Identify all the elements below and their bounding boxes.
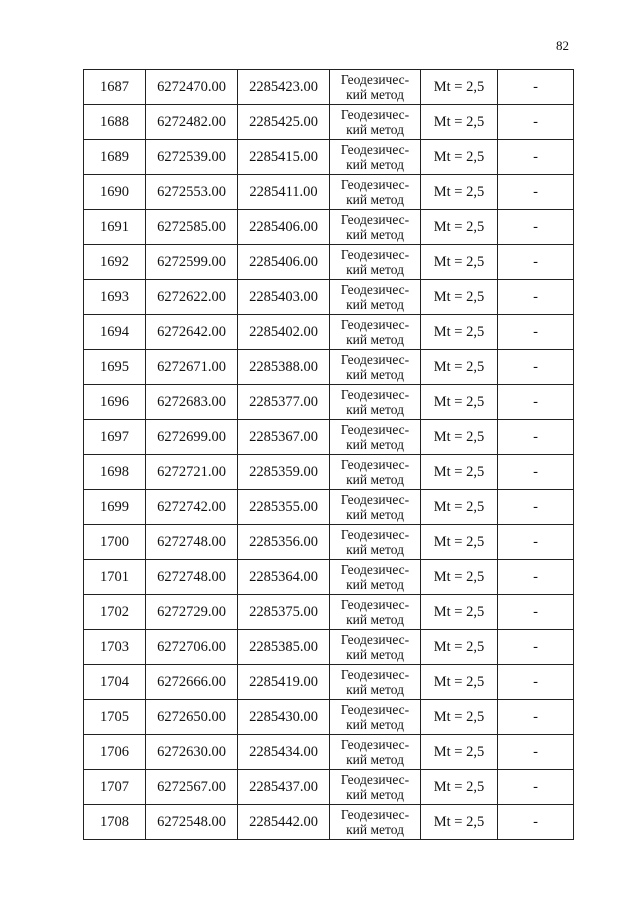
accuracy-cell: Mt = 2,5 xyxy=(421,560,498,595)
accuracy-cell: Mt = 2,5 xyxy=(421,595,498,630)
note-cell: - xyxy=(498,210,574,245)
y-coordinate-cell: 2285375.00 xyxy=(238,595,330,630)
method-line-1: Геодезичес- xyxy=(340,772,410,787)
method-line-1: Геодезичес- xyxy=(340,597,410,612)
accuracy-cell: Mt = 2,5 xyxy=(421,700,498,735)
y-coordinate-cell: 2285423.00 xyxy=(238,70,330,105)
method-line-1: Геодезичес- xyxy=(340,72,410,87)
accuracy-cell: Mt = 2,5 xyxy=(421,630,498,665)
method-line-1: Геодезичес- xyxy=(340,387,410,402)
table-row xyxy=(84,455,574,490)
x-coordinate-cell: 6272539.00 xyxy=(146,140,238,175)
y-coordinate-cell: 2285415.00 xyxy=(238,140,330,175)
y-coordinate-cell: 2285437.00 xyxy=(238,770,330,805)
method-cell xyxy=(330,280,421,315)
table-row xyxy=(84,770,574,805)
accuracy-cell: Mt = 2,5 xyxy=(421,770,498,805)
table-row xyxy=(84,525,574,560)
point-number-cell: 1698 xyxy=(84,455,146,490)
method-line-1: Геодезичес- xyxy=(340,317,410,332)
x-coordinate-cell: 6272729.00 xyxy=(146,595,238,630)
x-coordinate-cell: 6272599.00 xyxy=(146,245,238,280)
accuracy-cell: Mt = 2,5 xyxy=(421,455,498,490)
note-cell: - xyxy=(498,630,574,665)
method-line-2: кий метод xyxy=(346,822,404,837)
y-coordinate-cell: 2285388.00 xyxy=(238,350,330,385)
table-row xyxy=(84,70,574,105)
accuracy-cell: Mt = 2,5 xyxy=(421,210,498,245)
x-coordinate-cell: 6272567.00 xyxy=(146,770,238,805)
table-row xyxy=(84,420,574,455)
note-cell: - xyxy=(498,385,574,420)
method-line-1: Геодезичес- xyxy=(340,177,410,192)
method-line-2: кий метод xyxy=(346,577,404,592)
note-cell: - xyxy=(498,70,574,105)
point-number-cell: 1707 xyxy=(84,770,146,805)
method-line-2: кий метод xyxy=(346,472,404,487)
y-coordinate-cell: 2285403.00 xyxy=(238,280,330,315)
y-coordinate-cell: 2285359.00 xyxy=(238,455,330,490)
x-coordinate-cell: 6272622.00 xyxy=(146,280,238,315)
method-cell xyxy=(330,770,421,805)
method-cell xyxy=(330,665,421,700)
point-number-cell: 1688 xyxy=(84,105,146,140)
note-cell: - xyxy=(498,350,574,385)
y-coordinate-cell: 2285430.00 xyxy=(238,700,330,735)
method-cell xyxy=(330,105,421,140)
method-line-2: кий метод xyxy=(346,542,404,557)
accuracy-cell: Mt = 2,5 xyxy=(421,420,498,455)
point-number-cell: 1703 xyxy=(84,630,146,665)
y-coordinate-cell: 2285402.00 xyxy=(238,315,330,350)
method-cell xyxy=(330,735,421,770)
point-number-cell: 1702 xyxy=(84,595,146,630)
note-cell: - xyxy=(498,105,574,140)
table-row xyxy=(84,665,574,700)
table-row xyxy=(84,175,574,210)
method-line-2: кий метод xyxy=(346,227,404,242)
x-coordinate-cell: 6272548.00 xyxy=(146,805,238,840)
method-cell xyxy=(330,385,421,420)
point-number-cell: 1695 xyxy=(84,350,146,385)
method-cell xyxy=(330,70,421,105)
point-number-cell: 1699 xyxy=(84,490,146,525)
method-line-2: кий метод xyxy=(346,297,404,312)
x-coordinate-cell: 6272470.00 xyxy=(146,70,238,105)
page-number: 82 xyxy=(556,38,569,53)
x-coordinate-cell: 6272650.00 xyxy=(146,700,238,735)
x-coordinate-cell: 6272699.00 xyxy=(146,420,238,455)
point-number-cell: 1696 xyxy=(84,385,146,420)
method-line-2: кий метод xyxy=(346,507,404,522)
note-cell: - xyxy=(498,490,574,525)
table-row xyxy=(84,105,574,140)
point-number-cell: 1689 xyxy=(84,140,146,175)
accuracy-cell: Mt = 2,5 xyxy=(421,105,498,140)
accuracy-cell: Mt = 2,5 xyxy=(421,350,498,385)
method-line-1: Геодезичес- xyxy=(340,142,410,157)
y-coordinate-cell: 2285434.00 xyxy=(238,735,330,770)
method-cell xyxy=(330,630,421,665)
x-coordinate-cell: 6272553.00 xyxy=(146,175,238,210)
accuracy-cell: Mt = 2,5 xyxy=(421,175,498,210)
note-cell: - xyxy=(498,140,574,175)
accuracy-cell: Mt = 2,5 xyxy=(421,280,498,315)
method-cell xyxy=(330,210,421,245)
accuracy-cell: Mt = 2,5 xyxy=(421,245,498,280)
table-row xyxy=(84,280,574,315)
point-number-cell: 1701 xyxy=(84,560,146,595)
table-row xyxy=(84,805,574,840)
note-cell: - xyxy=(498,420,574,455)
table-row xyxy=(84,385,574,420)
point-number-cell: 1687 xyxy=(84,70,146,105)
y-coordinate-cell: 2285425.00 xyxy=(238,105,330,140)
method-line-1: Геодезичес- xyxy=(340,212,410,227)
method-line-2: кий метод xyxy=(346,332,404,347)
point-number-cell: 1700 xyxy=(84,525,146,560)
x-coordinate-cell: 6272666.00 xyxy=(146,665,238,700)
x-coordinate-cell: 6272748.00 xyxy=(146,525,238,560)
method-line-1: Геодезичес- xyxy=(340,422,410,437)
point-number-cell: 1705 xyxy=(84,700,146,735)
x-coordinate-cell: 6272706.00 xyxy=(146,630,238,665)
method-line-2: кий метод xyxy=(346,367,404,382)
note-cell: - xyxy=(498,175,574,210)
method-cell xyxy=(330,350,421,385)
x-coordinate-cell: 6272642.00 xyxy=(146,315,238,350)
method-line-1: Геодезичес- xyxy=(340,282,410,297)
method-line-1: Геодезичес- xyxy=(340,527,410,542)
table-row xyxy=(84,140,574,175)
table-row xyxy=(84,630,574,665)
x-coordinate-cell: 6272683.00 xyxy=(146,385,238,420)
y-coordinate-cell: 2285442.00 xyxy=(238,805,330,840)
method-line-2: кий метод xyxy=(346,717,404,732)
method-line-1: Геодезичес- xyxy=(340,737,410,752)
method-cell xyxy=(330,140,421,175)
method-line-1: Геодезичес- xyxy=(340,702,410,717)
method-line-2: кий метод xyxy=(346,87,404,102)
accuracy-cell: Mt = 2,5 xyxy=(421,315,498,350)
point-number-cell: 1690 xyxy=(84,175,146,210)
method-cell xyxy=(330,595,421,630)
table-row xyxy=(84,735,574,770)
table-row xyxy=(84,315,574,350)
y-coordinate-cell: 2285419.00 xyxy=(238,665,330,700)
method-line-1: Геодезичес- xyxy=(340,632,410,647)
accuracy-cell: Mt = 2,5 xyxy=(421,490,498,525)
x-coordinate-cell: 6272748.00 xyxy=(146,560,238,595)
point-number-cell: 1706 xyxy=(84,735,146,770)
note-cell: - xyxy=(498,245,574,280)
method-cell xyxy=(330,315,421,350)
method-line-2: кий метод xyxy=(346,682,404,697)
method-line-2: кий метод xyxy=(346,787,404,802)
note-cell: - xyxy=(498,315,574,350)
table-row xyxy=(84,210,574,245)
method-line-2: кий метод xyxy=(346,752,404,767)
method-cell xyxy=(330,245,421,280)
method-cell xyxy=(330,455,421,490)
y-coordinate-cell: 2285406.00 xyxy=(238,210,330,245)
point-number-cell: 1693 xyxy=(84,280,146,315)
x-coordinate-cell: 6272742.00 xyxy=(146,490,238,525)
point-number-cell: 1697 xyxy=(84,420,146,455)
table-row xyxy=(84,560,574,595)
method-cell xyxy=(330,420,421,455)
method-line-1: Геодезичес- xyxy=(340,492,410,507)
method-line-2: кий метод xyxy=(346,262,404,277)
accuracy-cell: Mt = 2,5 xyxy=(421,805,498,840)
x-coordinate-cell: 6272482.00 xyxy=(146,105,238,140)
point-number-cell: 1692 xyxy=(84,245,146,280)
note-cell: - xyxy=(498,700,574,735)
method-line-1: Геодезичес- xyxy=(340,107,410,122)
method-line-1: Геодезичес- xyxy=(340,807,410,822)
method-cell xyxy=(330,805,421,840)
accuracy-cell: Mt = 2,5 xyxy=(421,735,498,770)
table-row xyxy=(84,350,574,385)
note-cell: - xyxy=(498,280,574,315)
method-line-2: кий метод xyxy=(346,157,404,172)
point-number-cell: 1694 xyxy=(84,315,146,350)
x-coordinate-cell: 6272671.00 xyxy=(146,350,238,385)
table-row xyxy=(84,245,574,280)
method-line-1: Геодезичес- xyxy=(340,247,410,262)
x-coordinate-cell: 6272630.00 xyxy=(146,735,238,770)
method-cell xyxy=(330,175,421,210)
note-cell: - xyxy=(498,665,574,700)
note-cell: - xyxy=(498,560,574,595)
x-coordinate-cell: 6272721.00 xyxy=(146,455,238,490)
method-line-2: кий метод xyxy=(346,437,404,452)
note-cell: - xyxy=(498,770,574,805)
point-number-cell: 1691 xyxy=(84,210,146,245)
method-line-2: кий метод xyxy=(346,122,404,137)
note-cell: - xyxy=(498,455,574,490)
accuracy-cell: Mt = 2,5 xyxy=(421,385,498,420)
table-row xyxy=(84,700,574,735)
method-line-2: кий метод xyxy=(346,402,404,417)
method-line-1: Геодезичес- xyxy=(340,457,410,472)
method-cell xyxy=(330,560,421,595)
y-coordinate-cell: 2285355.00 xyxy=(238,490,330,525)
point-number-cell: 1708 xyxy=(84,805,146,840)
method-cell xyxy=(330,700,421,735)
method-line-1: Геодезичес- xyxy=(340,352,410,367)
table-row xyxy=(84,490,574,525)
coordinates-table xyxy=(83,69,574,840)
y-coordinate-cell: 2285367.00 xyxy=(238,420,330,455)
method-line-2: кий метод xyxy=(346,647,404,662)
method-cell xyxy=(330,490,421,525)
method-line-2: кий метод xyxy=(346,192,404,207)
accuracy-cell: Mt = 2,5 xyxy=(421,525,498,560)
note-cell: - xyxy=(498,525,574,560)
accuracy-cell: Mt = 2,5 xyxy=(421,70,498,105)
y-coordinate-cell: 2285411.00 xyxy=(238,175,330,210)
method-line-2: кий метод xyxy=(346,612,404,627)
accuracy-cell: Mt = 2,5 xyxy=(421,140,498,175)
y-coordinate-cell: 2285356.00 xyxy=(238,525,330,560)
y-coordinate-cell: 2285406.00 xyxy=(238,245,330,280)
method-line-1: Геодезичес- xyxy=(340,562,410,577)
y-coordinate-cell: 2285377.00 xyxy=(238,385,330,420)
y-coordinate-cell: 2285364.00 xyxy=(238,560,330,595)
note-cell: - xyxy=(498,805,574,840)
note-cell: - xyxy=(498,735,574,770)
method-cell xyxy=(330,525,421,560)
note-cell: - xyxy=(498,595,574,630)
method-line-1: Геодезичес- xyxy=(340,667,410,682)
table-row xyxy=(84,595,574,630)
accuracy-cell: Mt = 2,5 xyxy=(421,665,498,700)
table-body xyxy=(84,70,574,840)
point-number-cell: 1704 xyxy=(84,665,146,700)
y-coordinate-cell: 2285385.00 xyxy=(238,630,330,665)
x-coordinate-cell: 6272585.00 xyxy=(146,210,238,245)
